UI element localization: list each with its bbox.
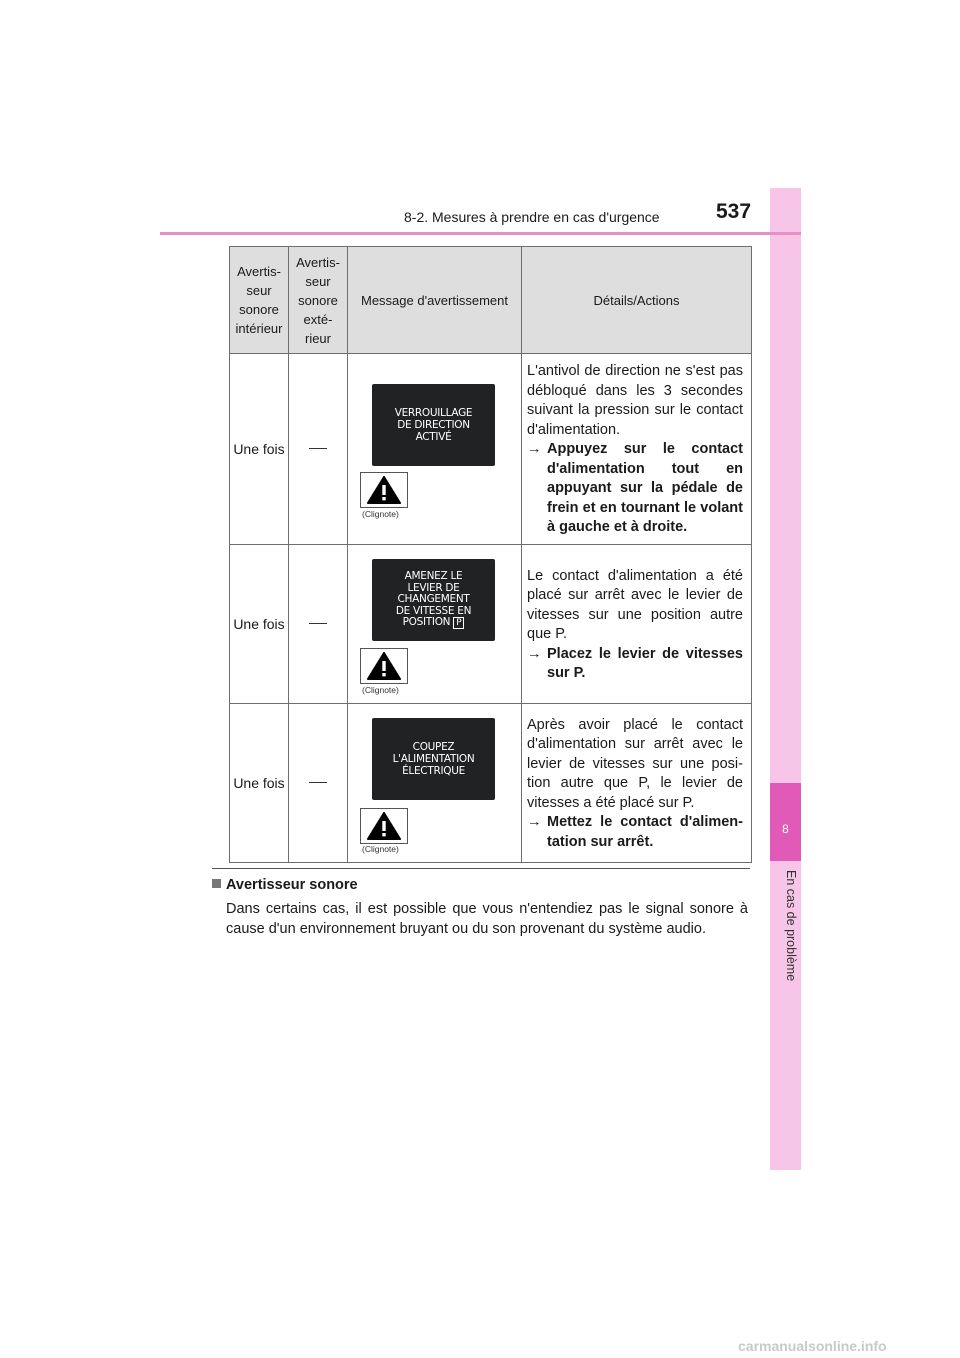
note-body: Dans certains cas, il est possible que vous n'entendiez pas le signal sonore à cause d'un environnement bruyant ou du son provenant du système audio. bbox=[226, 901, 748, 937]
screen-line: COUPEZ bbox=[412, 741, 455, 753]
screen-line: CHANGEMENT bbox=[397, 593, 470, 605]
screen-line: ACTIVÉ bbox=[415, 431, 452, 444]
warning-table bbox=[229, 246, 752, 863]
action-item bbox=[527, 645, 743, 684]
note-divider bbox=[212, 868, 750, 869]
action-item bbox=[527, 813, 743, 852]
table-row bbox=[230, 703, 752, 862]
blink-label: (Clignote) bbox=[362, 685, 399, 695]
screen-line: ÉLECTRIQUE bbox=[402, 765, 465, 777]
action-text: Placez le levier de vitesses sur P. bbox=[547, 645, 743, 681]
arrow-icon: → bbox=[527, 814, 542, 830]
warning-triangle-icon bbox=[367, 476, 401, 504]
table-header-row bbox=[230, 247, 752, 354]
header-rule bbox=[160, 232, 770, 235]
header-exterior-buzzer: Avertis-seur sonore exté-rieur bbox=[289, 247, 348, 354]
display-screen bbox=[372, 384, 495, 466]
table-row bbox=[230, 544, 752, 703]
details-cell bbox=[522, 544, 752, 703]
dash-mark bbox=[309, 448, 327, 449]
action-item bbox=[527, 440, 743, 538]
screen-line: DE VITESSE EN bbox=[395, 604, 472, 617]
chapter-number: 8 bbox=[782, 822, 789, 836]
display-screen bbox=[372, 718, 495, 800]
exterior-buzzer-cell bbox=[289, 703, 348, 862]
chapter-label: En cas de problème bbox=[784, 870, 798, 982]
interior-buzzer-cell: Une fois bbox=[230, 544, 289, 703]
warning-indicator bbox=[360, 648, 408, 684]
note-title bbox=[212, 877, 358, 893]
screen-line: LEVIER DE bbox=[407, 581, 460, 594]
interior-buzzer-cell: Une fois bbox=[230, 354, 289, 545]
warning-message-cell bbox=[348, 544, 522, 703]
header-interior-buzzer: Avertis-seur sonore intérieur bbox=[230, 247, 289, 354]
warning-indicator bbox=[360, 472, 408, 508]
display-screen bbox=[372, 559, 495, 641]
action-text: Mettez le contact d'alimen-tation sur arrêt. bbox=[547, 814, 743, 850]
warning-triangle-icon bbox=[367, 652, 401, 680]
detail-text: Le contact d'alimentation a été placé sur arrêt avec le levier de vitesses sur une position autre que P. bbox=[527, 567, 743, 642]
warning-message-cell bbox=[348, 354, 522, 545]
watermark: carmanualsonline.info bbox=[738, 1338, 887, 1354]
warning-triangle-icon bbox=[367, 812, 401, 840]
arrow-icon: → bbox=[527, 441, 542, 457]
blink-label: (Clignote) bbox=[362, 509, 399, 520]
screen-line: VERROUILLAGE bbox=[394, 407, 473, 420]
screen-line: POSITION bbox=[402, 616, 451, 628]
exterior-buzzer-cell bbox=[289, 544, 348, 703]
details-cell bbox=[522, 354, 752, 545]
header-details-actions: Détails/Actions bbox=[522, 247, 752, 354]
warning-indicator bbox=[360, 808, 408, 844]
table-row bbox=[230, 354, 752, 545]
page-number: 537 bbox=[716, 200, 752, 223]
warning-message-cell bbox=[348, 703, 522, 862]
detail-text: L'antivol de direction ne s'est pas débloqué dans les 3 secondes suivant la pression sur le contact d'alimentation. bbox=[527, 363, 743, 438]
header-warning-message: Message d'avertissement bbox=[348, 247, 522, 354]
arrow-icon: → bbox=[527, 645, 542, 662]
chapter-side-tab bbox=[770, 188, 801, 1170]
dash-mark bbox=[309, 782, 327, 783]
detail-text: Après avoir placé le contact d'alimentation sur arrêt avec le levier de vitesses sur une posi-tion autre que P, le levier de vitesses a été placé sur P. bbox=[527, 716, 743, 811]
action-text: Appuyez sur le contact d'alimentation tout en appuyant sur la pédale de frein et en tournant le volant à gauche et à droite. bbox=[547, 441, 743, 535]
park-position-badge: P bbox=[453, 617, 464, 629]
dash-mark bbox=[309, 623, 327, 624]
screen-line: L'ALIMENTATION bbox=[392, 753, 475, 765]
screen-line: AMENEZ LE bbox=[404, 570, 463, 582]
interior-buzzer-cell: Une fois bbox=[230, 703, 289, 862]
side-tab-rule bbox=[770, 232, 801, 235]
section-title: 8-2. Mesures à prendre en cas d'urgence bbox=[404, 209, 660, 225]
exterior-buzzer-cell bbox=[289, 354, 348, 545]
blink-label: (Clignote) bbox=[362, 844, 399, 854]
square-bullet-icon bbox=[212, 879, 221, 888]
note-title-text: Avertisseur sonore bbox=[226, 877, 358, 893]
screen-line: DE DIRECTION bbox=[397, 419, 470, 432]
details-cell bbox=[522, 703, 752, 862]
